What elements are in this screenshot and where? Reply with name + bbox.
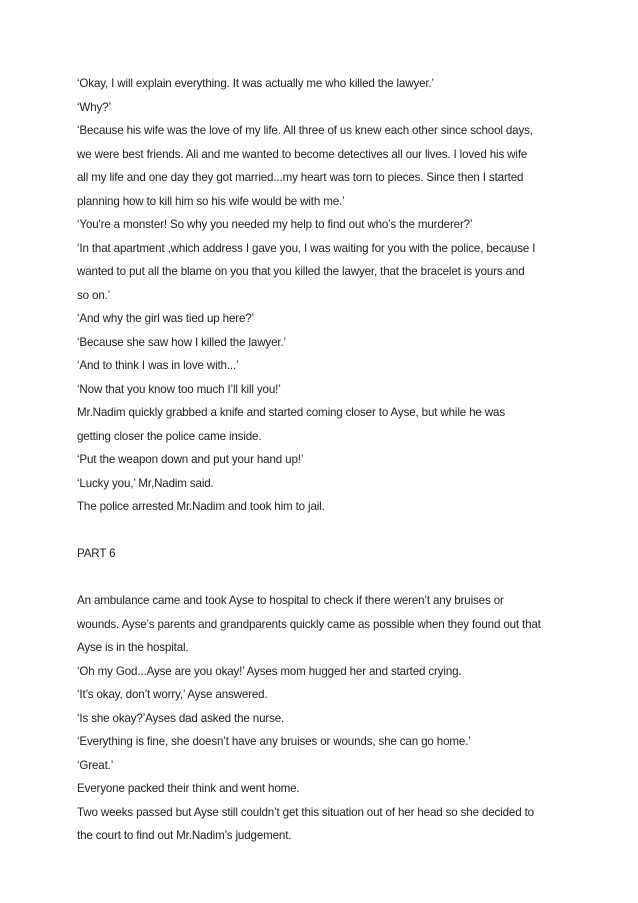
paragraph-line: Everyone packed their think and went home. bbox=[77, 782, 300, 795]
paragraph-line: The police arrested Mr.Nadim and took him to jail. bbox=[77, 500, 325, 513]
paragraph-line: An ambulance came and took Ayse to hospital to check if there weren’t any bruises or bbox=[77, 594, 504, 607]
paragraph-line: ‘Oh my God...Ayse are you okay!’ Ayses mom hugged her and started crying. bbox=[77, 664, 462, 678]
paragraph-line: so on.’ bbox=[77, 288, 111, 302]
paragraph-line: ‘In that apartment ,which address I gave you, I was waiting for you with the police, because I bbox=[77, 241, 536, 255]
paragraph-line: Ayse is in the hospital. bbox=[77, 641, 189, 654]
paragraph-line: wounds. Ayse’s parents and grandparents quickly came as possible when they found out that bbox=[77, 617, 541, 631]
paragraph-line: ‘Why?’ bbox=[77, 100, 111, 114]
paragraph-line: all my life and one day they got married...my heart was torn to pieces. Since then I started bbox=[77, 171, 524, 184]
story-text bbox=[77, 72, 577, 848]
paragraph-line: ‘Great.’ bbox=[77, 758, 114, 772]
paragraph-line: ‘And to think I was in love with...’ bbox=[77, 359, 239, 372]
paragraph-line: planning how to kill him so his wife would be with me.’ bbox=[77, 194, 345, 208]
paragraph-line: ‘Because she saw how I killed the lawyer.’ bbox=[77, 335, 286, 349]
paragraph-line: getting closer the police came inside. bbox=[77, 429, 262, 443]
paragraph-line: Mr.Nadim quickly grabbed a knife and started coming closer to Ayse, but while he was bbox=[77, 406, 505, 419]
paragraph-line: Two weeks passed but Ayse still couldn’t get this situation out of her head so she decided to bbox=[77, 805, 534, 819]
paragraph-spacer bbox=[77, 519, 577, 543]
paragraph-line: ‘And why the girl was tied up here?’ bbox=[77, 312, 254, 325]
paragraph-line: ‘Lucky you,’ Mr,Nadim said. bbox=[77, 476, 214, 490]
paragraph-line: ‘You're a monster! So why you needed my help to find out who’s the murderer?’ bbox=[77, 218, 473, 231]
paragraph-line: we were best friends. Ali and me wanted to become detectives all our lives. I loved his wife bbox=[77, 147, 528, 161]
paragraph-spacer bbox=[77, 566, 577, 590]
paragraph-line: ‘Is she okay?’Ayses dad asked the nurse. bbox=[77, 711, 285, 725]
paragraph-line: ‘Because his wife was the love of my life. All three of us knew each other since school days, bbox=[77, 124, 533, 137]
paragraph-line: the court to find out Mr.Nadim’s judgement. bbox=[77, 829, 292, 842]
paragraph-line: ‘Everything is fine, she doesn’t have any bruises or wounds, she can go home.’ bbox=[77, 735, 471, 748]
paragraph-line: ‘It’s okay, don’t worry,’ Ayse answered. bbox=[77, 688, 268, 701]
paragraph-line: ‘Okay, I will explain everything. It was actually me who killed the lawyer.’ bbox=[77, 77, 434, 90]
paragraph-line: ‘Now that you know too much I’ll kill you!’ bbox=[77, 382, 281, 396]
section-heading: PART 6 bbox=[77, 547, 116, 560]
paragraph-line: wanted to put all the blame on you that you killed the lawyer, that the bracelet is yours and bbox=[77, 265, 525, 278]
paragraph-line: ‘Put the weapon down and put your hand up!’ bbox=[77, 453, 304, 466]
